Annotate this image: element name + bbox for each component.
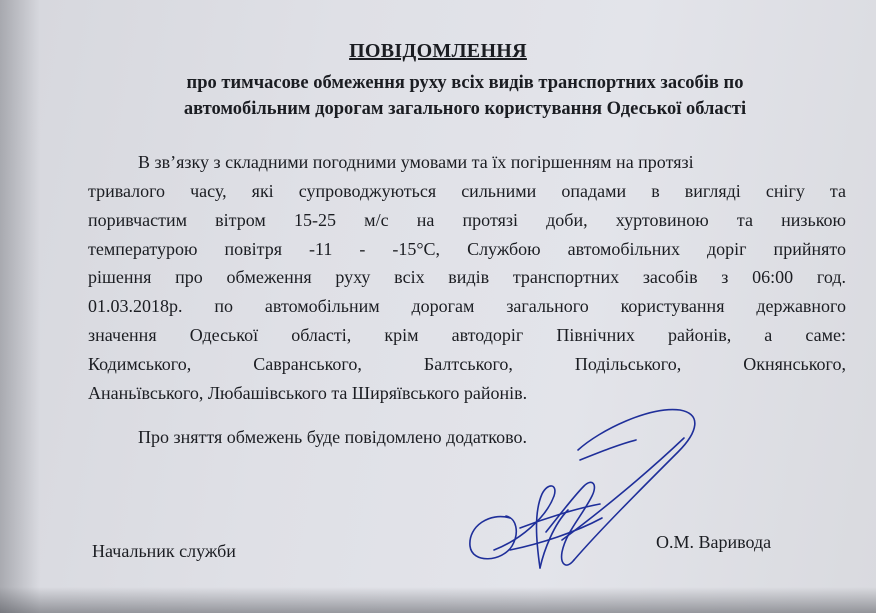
- document-title: ПОВІДОМЛЕННЯ: [349, 40, 527, 62]
- body-line: В зв’язку з складними погодними умовами та їх погіршенням на протязі: [138, 152, 694, 172]
- body-line: 01.03.2018р. по автомобільним дорогам загального користування державного: [88, 296, 846, 316]
- page-shadow-bottom: [0, 587, 876, 613]
- subtitle-line: автомобільним дорогам загального користування Одеської області: [183, 99, 747, 119]
- body-line: Кодимського, Савранського, Балтського, Подільського, Окнянського,: [88, 354, 846, 374]
- body-line: тривалого часу, які супроводжуються сильними опадами в вигляді снігу та: [88, 181, 846, 201]
- body-line: рішення про обмеження руху всіх видів транспортних засобів з 06:00 год.: [88, 267, 846, 287]
- page-shadow-left: [0, 0, 40, 613]
- document-subtitle: [115, 70, 815, 122]
- subtitle-line: про тимчасове обмеження руху всіх видів транспортних засобів по: [186, 73, 744, 93]
- body-line: значення Одеської області, крім автодоріг Північних районів, а саме:: [88, 325, 846, 345]
- closing-note: Про зняття обмежень буде повідомлено додатково.: [138, 427, 528, 447]
- body-line: температурою повітря -11 - -15°С, Службою автомобільних доріг прийнято: [88, 239, 846, 259]
- signature-icon: [450, 400, 710, 585]
- body-line: поривчастим вітром 15-25 м/с на протязі доби, хуртовиною та низькою: [88, 210, 846, 230]
- signer-position: Начальник служби: [92, 541, 236, 561]
- body-line: Ананьївського, Любашівського та Ширяївського районів.: [88, 383, 528, 403]
- signer-name: О.М. Варивода: [656, 532, 772, 552]
